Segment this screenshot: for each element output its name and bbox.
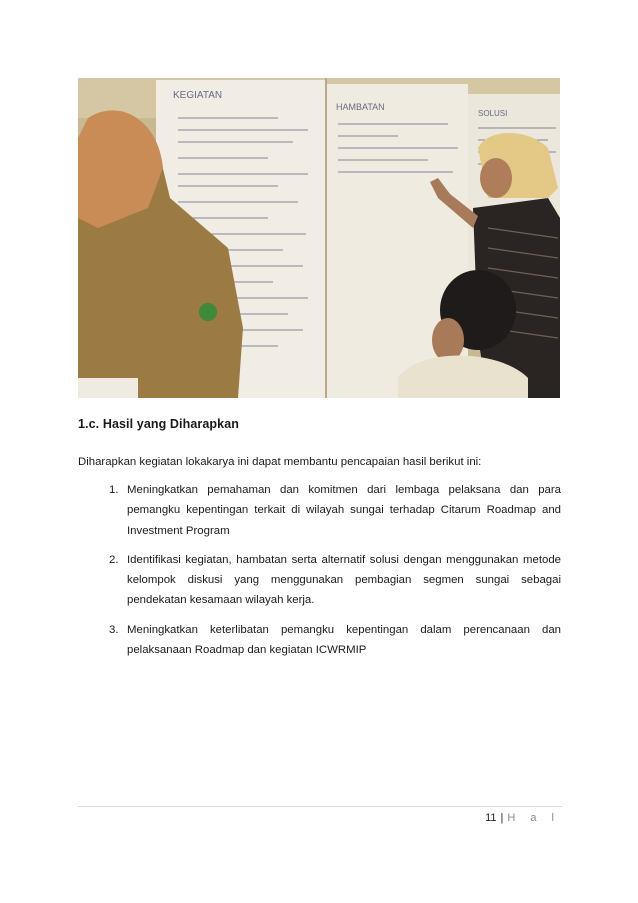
page-label: H a l bbox=[507, 812, 560, 824]
list-item-number: 1. bbox=[109, 484, 119, 496]
intro-paragraph: Diharapkan kegiatan lokakarya ini dapat membantu pencapaian hasil berikut ini: bbox=[78, 456, 482, 468]
page-number: 11 bbox=[485, 812, 497, 824]
list-item-text: Identifikasi kegiatan, hambatan serta alternatif solusi dengan menggunakan metode kelompok diskusi yang menggunakan pembagian segmen sungai sebagai pendekatan kesamaan wilayah kerja. bbox=[127, 553, 561, 607]
board-title-solusi: SOLUSI bbox=[478, 109, 508, 118]
footer-divider bbox=[78, 806, 562, 807]
list-item bbox=[109, 550, 561, 611]
list-item bbox=[109, 620, 561, 661]
board-title-hambatan: HAMBATAN bbox=[336, 102, 385, 112]
page-footer bbox=[485, 812, 560, 824]
expected-results-list bbox=[109, 480, 561, 669]
workshop-photo bbox=[78, 78, 560, 398]
board-title-kegiatan: KEGIATAN bbox=[173, 90, 223, 101]
list-item-number: 3. bbox=[109, 623, 119, 636]
list-item bbox=[109, 480, 561, 541]
list-item-text: Meningkatkan keterlibatan pemangku kepentingan dalam perencanaan dan pelaksanaan Roadmap dan kegiatan ICWRMIP bbox=[127, 623, 561, 657]
list-item-text: Meningkatkan pemahaman dan komitmen dari lembaga pelaksana dan para pemangku kepentingan terkait di wilayah sungai terhadap Citarum Roadmap and Investment Program bbox=[127, 484, 561, 537]
section-heading: 1.c. Hasil yang Diharapkan bbox=[78, 417, 239, 431]
list-item-number: 2. bbox=[109, 553, 119, 566]
footer-separator: | bbox=[500, 812, 504, 824]
